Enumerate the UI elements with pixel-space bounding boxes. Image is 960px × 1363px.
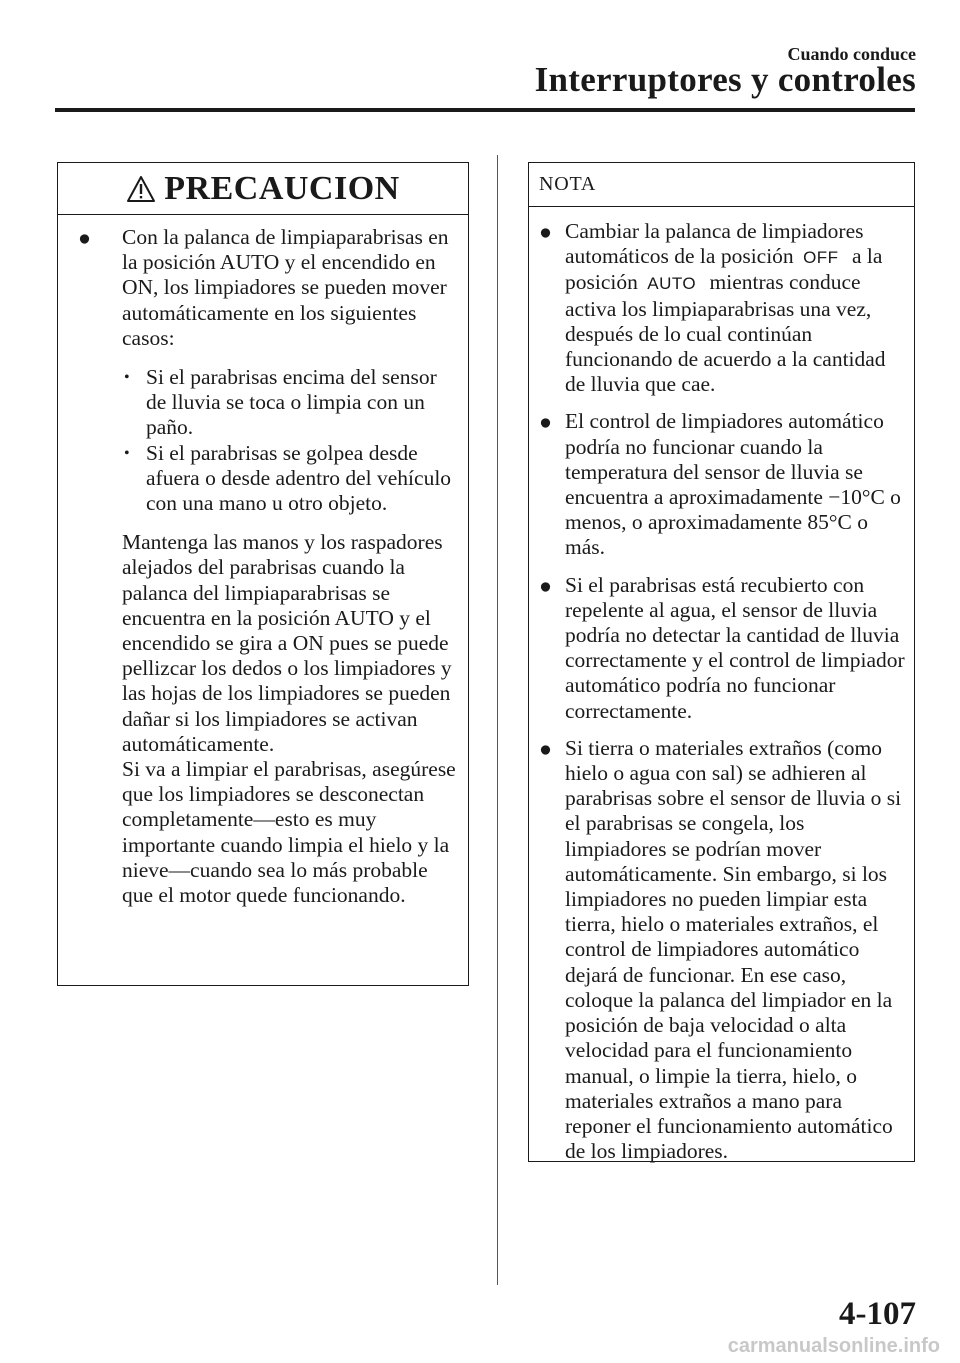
note-item-text: mientras conduce activa los limpiaparabrisas una vez, después de lo cual continúan funcionando de acuerdo a la cantidad de lluvia que cae. [565, 270, 886, 397]
note-item [539, 409, 908, 560]
caution-bullet-text: Con la palanca de limpiaparabrisas en la posición AUTO y el encendido en ON, los limpiadores se pueden mover automáticamente en los siguientes casos: [122, 225, 449, 350]
note-item [539, 219, 908, 397]
note-item-text: Si tierra o materiales extraños (como hielo o agua con sal) se adhieren al parabrisas sobre el sensor de lluvia o si el parabrisas se congela, los limpiadores se podrían mover automáticamente. Sin embargo, si los limpiadores no pueden limpiar esta tierra, hielo o materiales extraños, el control de limpiadores automático dejará de funcionar. En ese caso, coloque la palanca del limpiador en la posición de baja velocidad o alta velocidad para el funcionamiento manual, o limpie la tierra, hielo, o materiales extraños a mano para reponer el funcionamiento automático de los limpiadores. [565, 735, 902, 1164]
column-divider [497, 155, 498, 1285]
sub-bullet-dot-icon: • [124, 444, 130, 462]
bullet-dot-icon: ● [78, 226, 91, 250]
caution-sub-bullet-text: Si el parabrisas se golpea desde afuera o desde adentro del vehículo con una mano u otro objeto. [146, 440, 452, 516]
caution-sub-list [76, 365, 458, 516]
bullet-dot-icon: ● [539, 736, 552, 761]
page-number: 4-107 [839, 1296, 916, 1332]
note-item [539, 736, 908, 1164]
caution-sub-bullet-text: Si el parabrisas encima del sensor de lluvia se toca o limpia con un paño. [146, 365, 437, 440]
page-title: Interruptores y controles [534, 60, 916, 99]
bullet-dot-icon: ● [539, 573, 552, 598]
note-box [528, 162, 915, 1162]
note-item-text: a la posición [565, 244, 883, 295]
header-divider [55, 108, 915, 112]
warning-triangle-icon [126, 175, 156, 203]
caution-sub-bullet [76, 365, 458, 441]
note-item-text: Si el parabrisas está recubierto con repelente al agua, el sensor de lluvia podría no detectar la cantidad de lluvia correctamente y el control de limpiador automático podría no funcionar correctamente. [565, 572, 905, 723]
auto-position-label: AUTO [647, 274, 697, 294]
section-label: Cuando conduce [787, 44, 916, 64]
off-position-label: OFF [803, 248, 839, 268]
bullet-dot-icon: ● [539, 220, 552, 244]
watermark: carmanualsonline.info [727, 1335, 940, 1357]
caution-paragraph: Mantenga las manos y los raspadores alejados del parabrisas cuando la palanca del limpiaparabrisas se encuentra en la posición AUTO y el encendido se gira a ON pues se puede pellizcar los dedos o los limpiadores y las hojas de los limpiadores se pueden dañar si los limpiadores se activan automáticamente. [122, 530, 452, 756]
caution-title: PRECAUCION [164, 169, 400, 207]
caution-bullet [76, 225, 458, 351]
note-item-text: Cambiar la palanca de limpiadores automáticos de la posición [565, 219, 864, 269]
caution-box [57, 162, 469, 986]
note-item-text: El control de limpiadores automático podría no funcionar cuando la temperatura del sensor de lluvia se encuentra a aproximadamente −10°C o menos, o aproximadamente 85°C o más. [565, 409, 901, 560]
caution-body [58, 215, 468, 908]
note-body [529, 207, 914, 1164]
sub-bullet-dot-icon: • [124, 369, 130, 387]
caution-paragraph: Si va a limpiar el parabrisas, asegúrese que los limpiadores se desconectan completamente―esto es muy importante cuando limpia el hielo y la nieve―cuando sea lo más probable que el motor quede funcionando. [122, 757, 456, 908]
caution-sub-bullet [76, 441, 458, 517]
note-title: NOTA [539, 173, 597, 195]
bullet-dot-icon: ● [539, 410, 552, 435]
note-item [539, 573, 908, 724]
note-header [529, 163, 914, 207]
caution-header [58, 163, 468, 215]
